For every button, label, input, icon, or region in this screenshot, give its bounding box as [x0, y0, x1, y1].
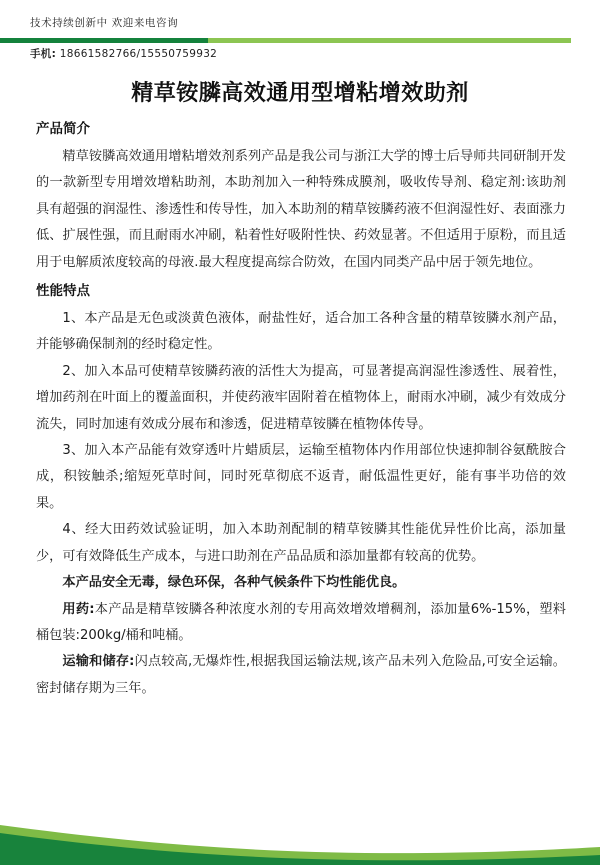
- transport-label: 运输和储存:: [62, 654, 135, 670]
- paragraph-feature-3: 3、加入本产品能有效穿透叶片蜡质层，运输至植物体内作用部位快速抑制谷氨酰胺合成，积铵触杀;缩短死草时间，同时死草彻底不返青，耐低温性更好，能有事半功倍的效果。: [36, 443, 566, 511]
- footer-wave-decoration: [0, 819, 600, 865]
- header-tagline: 技术持续创新中 欢迎来电咨询: [30, 17, 179, 29]
- paragraph-feature-2: 2、加入本品可使精草铵膦药液的活性大为提高，可显著提高润湿性渗透性、展着性，增加药剂在叶面上的覆盖面积，并使药液牢固附着在植物体上，耐雨水冲刷，减少有效成分流失，同时加速有效成分展布和渗透，促进精草铵膦在植物体传导。: [36, 363, 566, 432]
- usage-body: 本产品是精草铵膦各种浓度水剂的专用高效增效增稠剂，添加量6%-15%，塑料桶包装:200kg/桶和吨桶。: [36, 601, 566, 643]
- header-phone: [30, 46, 217, 61]
- document-body: [36, 118, 566, 702]
- paragraph-usage: [36, 597, 566, 650]
- usage-label: 用药:: [62, 601, 95, 617]
- paragraph-safety-statement: 本产品安全无毒，绿色环保，各种气候条件下均性能优良。: [62, 575, 406, 591]
- header-phone-number: 18661582766/15550759932: [59, 48, 218, 60]
- paragraph-transport-storage: [36, 649, 566, 702]
- paragraph-feature-4: 4、经大田药效试验证明，加入本助剂配制的精草铵膦其性能优异性价比高，添加量少，可有效降低生产成本，与进口助剂在产品品质和添加量都有较高的优势。: [36, 522, 566, 564]
- paragraph-feature-1: 1、本产品是无色或淡黄色液体，耐盐性好，适合加工各种含量的精草铵膦水剂产品，并能够确保制剂的经时稳定性。: [36, 311, 566, 353]
- page-header: [0, 0, 600, 62]
- header-divider-rule: [0, 38, 571, 43]
- section-heading-product-intro: 产品简介: [36, 121, 90, 137]
- page-title: 精草铵膦高效通用型增粘增效助剂: [131, 81, 469, 106]
- footer-wave-svg: [0, 819, 600, 865]
- transport-body: 闪点较高,无爆炸性,根据我国运输法规,该产品未列入危险品,可安全运输。密封储存期为三年。: [36, 654, 566, 696]
- phone-label-text: 手机:: [30, 48, 57, 60]
- header-phone-label: [30, 48, 56, 60]
- paragraph-product-intro: 精草铵膦高效通用增粘增效剂系列产品是我公司与浙江大学的博士后导师共同研制开发的一款新型专用增效增粘助剂，本助剂加入一种特殊成膜剂，吸收传导剂、稳定剂:该助剂具有超强的润湿性、渗透性和传导性，加入本助剂的精草铵膦药液不但润湿性好、表面涨力低、扩展性强，而且耐雨水冲刷，粘着性好吸附性快、药效显著。不但适用于原粉，而且适用于电解质浓度较高的母液.最大程度提高综合防效，在国内同类产品中居于领先地位。: [36, 149, 566, 270]
- section-heading-performance-features: 性能特点: [36, 283, 90, 300]
